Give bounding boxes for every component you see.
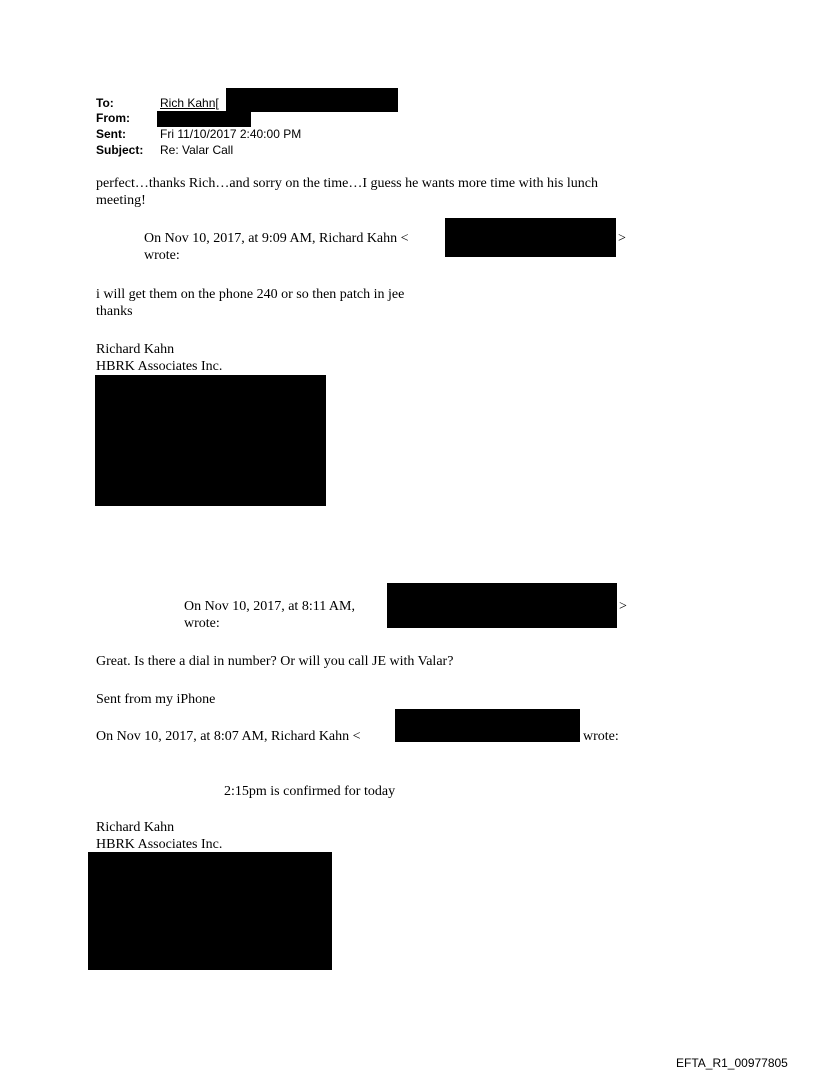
quote-1-suffix: >: [618, 231, 626, 246]
message-4-line-1: 2:15pm is confirmed for today: [224, 784, 396, 799]
message-3-line-2: Sent from my iPhone: [96, 692, 216, 707]
redaction-from: [157, 111, 251, 127]
message-2-line-2: thanks: [96, 304, 133, 319]
signature-1-company: HBRK Associates Inc.: [96, 359, 223, 374]
quote-2-prefix: On Nov 10, 2017, at 8:11 AM,: [184, 599, 355, 614]
quote-1-line-1: [144, 230, 409, 247]
quote-3-suffix: wrote:: [583, 729, 619, 744]
redaction-quote-2-sender: [387, 583, 617, 628]
redaction-signature-2: [88, 852, 332, 970]
quote-2-suffix: >: [619, 599, 627, 614]
sent-label: Sent:: [96, 127, 126, 141]
to-label: To:: [96, 96, 114, 110]
signature-2-company: HBRK Associates Inc.: [96, 837, 223, 852]
document-id: EFTA_R1_00977805: [676, 1056, 788, 1070]
signature-1-name: Richard Kahn: [96, 342, 175, 357]
redaction-to-email: [226, 88, 398, 112]
message-2-line-1: i will get them on the phone 240 or so then patch in jee: [96, 287, 405, 302]
quote-2-line-2: wrote:: [184, 616, 220, 631]
quote-1-line-2: wrote:: [144, 248, 180, 263]
redaction-quote-1-email: [445, 218, 616, 257]
redaction-quote-3-email: [395, 709, 580, 742]
signature-2-name: Richard Kahn: [96, 820, 175, 835]
quote-1-prefix: On Nov 10, 2017, at 9:09 AM, Richard Kahn <: [144, 231, 409, 246]
subject-value: Re: Valar Call: [160, 143, 234, 157]
sent-value: Fri 11/10/2017 2:40:00 PM: [160, 127, 302, 141]
from-label: From:: [96, 111, 130, 125]
message-3-line-1: Great. Is there a dial in number? Or will you call JE with Valar?: [96, 654, 454, 669]
to-value: Rich Kahn[: [160, 96, 219, 110]
redaction-signature-1: [95, 375, 326, 506]
quote-3-prefix: On Nov 10, 2017, at 8:07 AM, Richard Kahn <: [96, 729, 361, 744]
subject-label: Subject:: [96, 143, 144, 157]
message-1-line-1: perfect…thanks Rich…and sorry on the time…I guess he wants more time with his lunch: [96, 176, 598, 191]
message-1-line-2: meeting!: [96, 193, 146, 208]
